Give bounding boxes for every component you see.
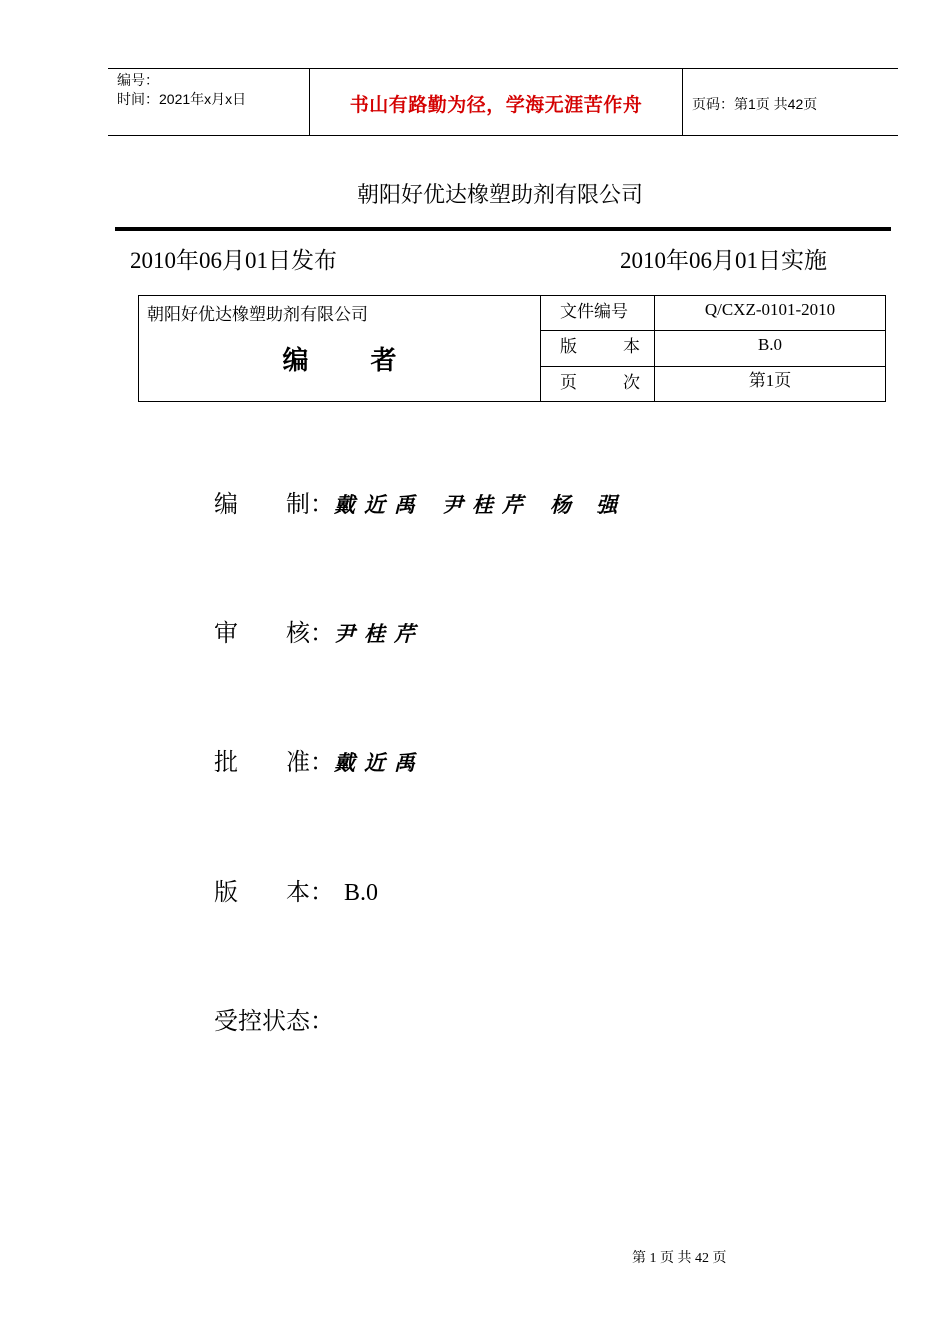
header-divider-2 [682, 68, 683, 136]
approver-name: 戴近禹 [334, 750, 424, 775]
value-version: B.0 [655, 331, 886, 366]
table-row [139, 296, 886, 331]
effective-date: 2010年06月01日实施 [620, 248, 827, 273]
label-text-a: 版 [560, 337, 577, 357]
label-text-b: 本 [623, 337, 640, 357]
header-left-block [117, 71, 246, 109]
compiler-name-2: 尹桂芹 [442, 492, 532, 517]
company-title: 朝阳好优达橡塑助剂有限公司 [356, 182, 643, 207]
label-text-b: 次 [623, 372, 640, 392]
version-row [214, 872, 378, 907]
compile-key-2: 制： [286, 492, 334, 518]
reviewer-name: 尹桂芹 [334, 621, 424, 646]
editor-label: 编者 [282, 346, 459, 375]
version-value: B.0 [344, 880, 379, 906]
control-status: 受控状态： [214, 1009, 334, 1035]
label-version [541, 331, 655, 366]
header-page-code: 页码：第1页 共42页 [692, 96, 818, 112]
approve-key-2: 准： [286, 750, 334, 776]
label-page [541, 366, 655, 401]
publish-date: 2010年06月01日发布 [130, 248, 337, 273]
review-key-1: 审 [214, 621, 238, 647]
compiler-name-1: 戴近禹 [334, 492, 424, 517]
compiler-name-3: 杨 强 [550, 492, 627, 517]
header-top-rule [108, 68, 898, 69]
company-cell [139, 296, 541, 402]
approve-key-1: 批 [214, 750, 238, 776]
review-row [214, 613, 424, 648]
title-rule [115, 227, 891, 231]
version-key-2: 本： [286, 880, 334, 906]
compile-key-1: 编 [214, 492, 238, 518]
label-text: 文件编号 [560, 302, 628, 321]
approve-row [214, 742, 424, 777]
review-key-2: 核： [286, 621, 334, 647]
value-page: 第1页 [655, 366, 886, 401]
value-doc-number: Q/CXZ-0101-2010 [655, 296, 886, 331]
doc-number-label: 编号： [117, 72, 159, 88]
label-doc-number [541, 296, 655, 331]
table-company-name: 朝阳好优达橡塑助剂有限公司 [147, 305, 368, 324]
compile-row [214, 484, 626, 519]
header-motto: 书山有路勤为径，学海无涯苦作舟 [349, 94, 643, 116]
doc-info-table [138, 295, 886, 402]
version-key-1: 版 [214, 880, 238, 906]
page-footer: 第 1 页 共 42 页 [632, 1251, 727, 1266]
time-label: 时间：2021年x月x日 [117, 91, 247, 107]
header-bottom-rule [108, 135, 898, 136]
label-text-a: 页 [560, 372, 577, 392]
